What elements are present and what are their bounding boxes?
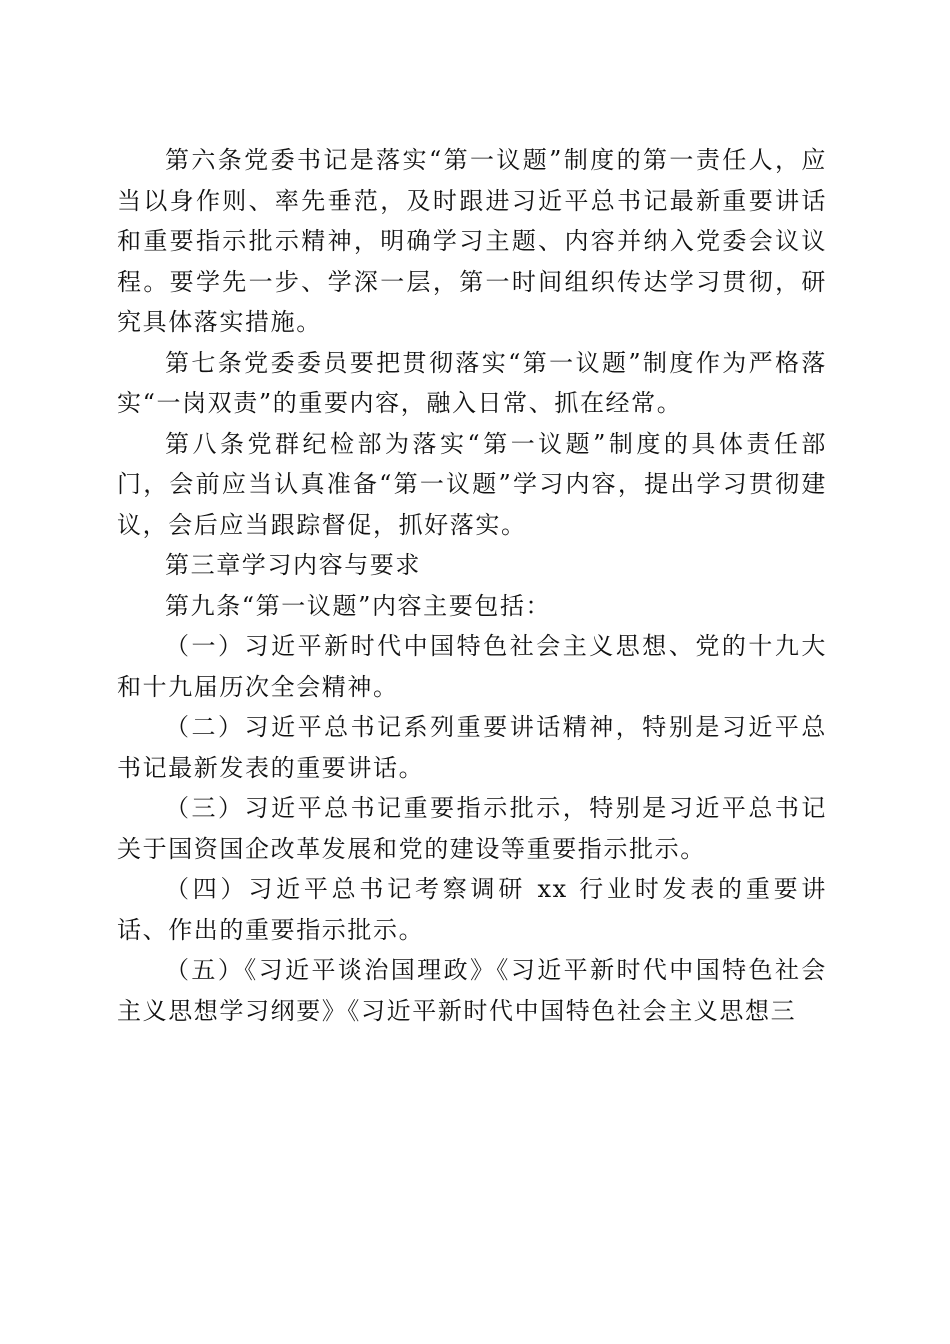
chapter-3-heading: 第三章学习内容与要求	[165, 551, 421, 579]
list-item-5: （五）《习近平谈治国理政》《习近平新时代中国特色社会主义思想学习纲要》《习近平新时代中国特色社会主义思想三	[117, 956, 827, 1025]
article-8-paragraph: 第八条党群纪检部为落实“第一议题”制度的具体责任部门，会前应当认真准备“第一议题”学习内容，提出学习贯彻建议，会后应当跟踪督促，抓好落实。	[117, 429, 827, 539]
article-6-paragraph: 第六条党委书记是落实“第一议题”制度的第一责任人，应当以身作则、率先垂范，及时跟进习近平总书记最新重要讲话和重要指示批示精神，明确学习主题、内容并纳入党委会议议程。要学先一步、学深一层，第一时间组织传达学习贯彻，研究具体落实措施。	[117, 146, 827, 336]
list-item-2: （二）习近平总书记系列重要讲话精神，特别是习近平总书记最新发表的重要讲话。	[117, 713, 827, 782]
article-9-paragraph: 第九条“第一议题”内容主要包括：	[165, 591, 552, 620]
list-item-1: （一）习近平新时代中国特色社会主义思想、党的十九大和十九届历次全会精神。	[117, 632, 827, 701]
list-item-3: （三）习近平总书记重要指示批示，特别是习近平总书记关于国资国企改革发展和党的建设等重要指示批示。	[117, 794, 827, 863]
article-7-paragraph: 第七条党委委员要把贯彻落实“第一议题”制度作为严格落实“一岗双责”的重要内容，融入日常、抓在经常。	[117, 348, 827, 417]
list-item-4: （四）习近平总书记考察调研 xx 行业时发表的重要讲话、作出的重要指示批示。	[117, 875, 827, 944]
document-page	[117, 140, 827, 1031]
